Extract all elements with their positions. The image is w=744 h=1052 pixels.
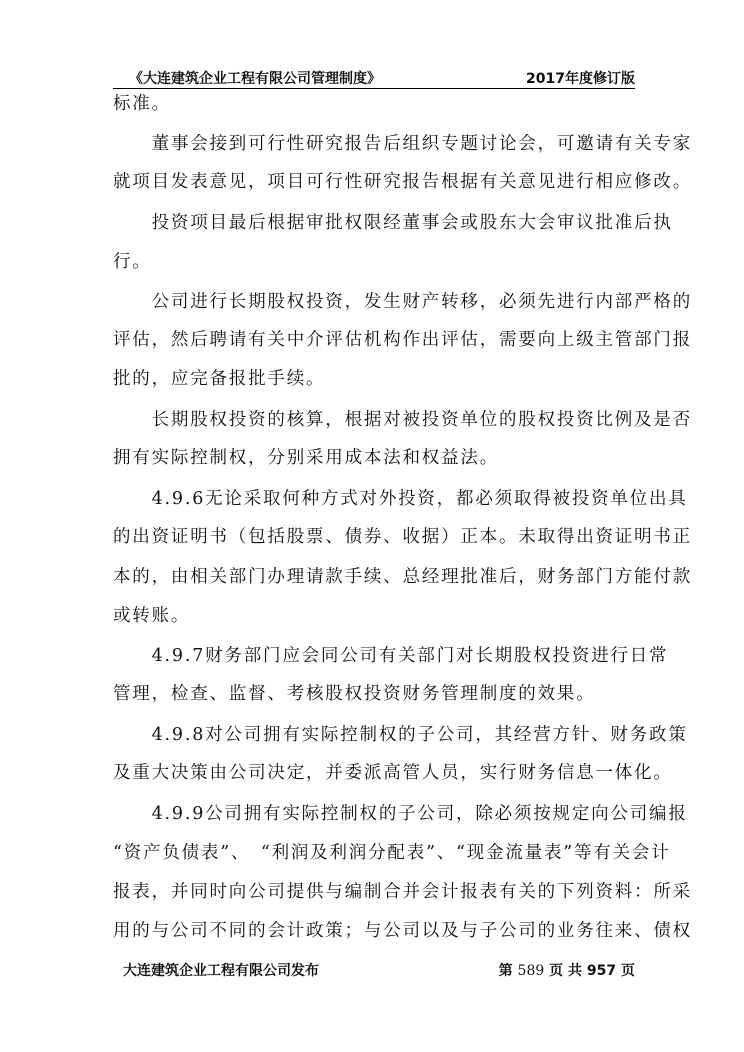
page-current: 589 xyxy=(517,963,545,979)
text-line: 公司进行长期股权投资，发生财产转移，必须先进行内部严格的 xyxy=(113,292,692,312)
page-total: 957 xyxy=(586,963,617,979)
edition-label: 2017年度修订版 xyxy=(526,71,635,87)
page-header xyxy=(113,66,635,89)
text-line: 投资项目最后根据审批权限经董事会或股东大会审议批准后执 xyxy=(113,213,673,233)
text-line: 本的，由相关部门办理请款手续、总经理批准后，财务部门方能付款 xyxy=(113,567,692,587)
text-line: 用的与公司不同的会计政策；与公司以及与子公司的业务往来、债权 xyxy=(113,921,692,941)
text-line: 长期股权投资的核算，根据对被投资单位的股权投资比例及是否 xyxy=(113,410,692,430)
text-line: “资产负债表”、 “利润及利润分配表”、“现金流量表”等有关会计 xyxy=(113,843,671,863)
page-prefix: 第 xyxy=(498,963,513,979)
text-line: 拥有实际控制权，分别采用成本法和权益法。 xyxy=(113,448,499,468)
page-footer xyxy=(113,960,635,980)
publisher-label: 大连建筑企业工程有限公司发布 xyxy=(123,963,319,979)
text-line: 4.9.8对公司拥有实际控制权的子公司，其经营方针、财务政策 xyxy=(113,725,688,745)
text-line: 就项目发表意见，项目可行性研究报告根据有关意见进行相应修改。 xyxy=(113,172,692,192)
text-line: 管理，检查、监督、考核股权投资财务管理制度的效果。 xyxy=(113,684,596,704)
text-line: 报表，并同时向公司提供与编制合并会计报表有关的下列资料：所采 xyxy=(113,882,692,902)
page-suffix: 页 xyxy=(621,963,635,979)
text-line: 行。 xyxy=(113,252,152,272)
page-counter xyxy=(499,960,635,980)
page-mid: 页 共 xyxy=(549,963,583,979)
text-line: 董事会接到可行性研究报告后组织专题讨论会，可邀请有关专家 xyxy=(113,134,692,154)
text-line: 标准。 xyxy=(113,94,171,114)
text-line: 4.9.7财务部门应会同公司有关部门对长期股权投资进行日常 xyxy=(113,646,669,666)
text-line: 或转账。 xyxy=(113,606,191,626)
text-line: 及重大决策由公司决定，并委派高管人员，实行财务信息一体化。 xyxy=(113,763,673,783)
text-line: 的出资证明书（包括股票、债券、收据）正本。未取得出资证明书正 xyxy=(113,527,692,547)
text-line: 4.9.9公司拥有实际控制权的子公司，除必须按规定向公司编报 xyxy=(113,804,688,824)
text-line: 评估，然后聘请有关中介评估机构作出评估，需要向上级主管部门报 xyxy=(113,330,692,350)
text-line: 4.9.6无论采取何种方式对外投资，都必须取得被投资单位出具 xyxy=(113,489,688,509)
document-title: 《大连建筑企业工程有限公司管理制度》 xyxy=(129,71,381,87)
text-line: 批的，应完备报批手续。 xyxy=(113,369,326,389)
